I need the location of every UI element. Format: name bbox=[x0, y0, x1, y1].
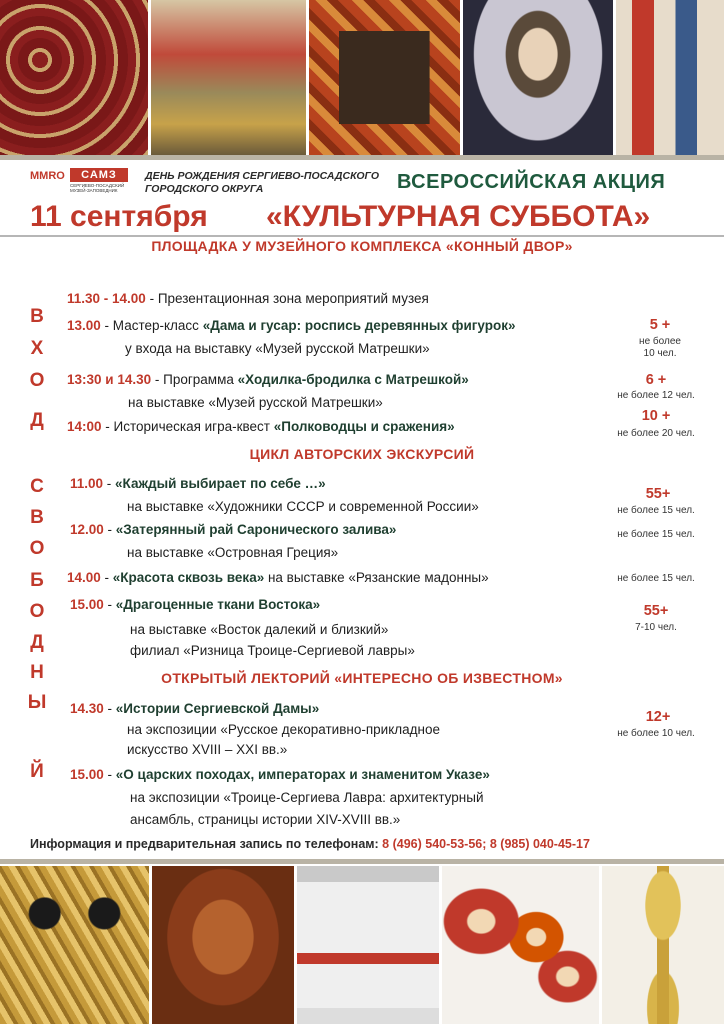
schedule-item bbox=[67, 372, 469, 387]
item-time: 15.00 bbox=[70, 767, 104, 782]
item-time: 13:30 и 14.30 bbox=[67, 372, 152, 387]
item-time: 11.00 bbox=[70, 476, 104, 491]
item-title: «Истории Сергиевской Дамы» bbox=[115, 701, 320, 716]
section-konny-dvor-title: ПЛОЩАДКА У МУЗЕЙНОГО КОМПЛЕКСА «КОННЫЙ ДВОР» bbox=[151, 238, 573, 254]
group-size: не более 20 чел. bbox=[617, 428, 695, 439]
group-size-line-2: 10 чел. bbox=[643, 348, 677, 359]
item-dash: - bbox=[103, 522, 116, 537]
item-time: 14.30 bbox=[70, 701, 104, 716]
age-limit: 10 + bbox=[641, 408, 671, 424]
item-dash: - bbox=[103, 701, 116, 716]
action-heading: ВСЕРОССИЙСКАЯ АКЦИЯ bbox=[397, 171, 666, 193]
item-time: 14:00 bbox=[67, 419, 102, 434]
item-dash: - bbox=[103, 767, 116, 782]
item-venue: на выставке «Художники СССР и современной России» bbox=[127, 499, 479, 514]
vertical-letter: С bbox=[30, 476, 44, 497]
museum-logo-text: MMRO bbox=[30, 170, 65, 182]
vertical-letter: О bbox=[29, 538, 45, 559]
vertical-letter: В bbox=[30, 306, 44, 327]
schedule-item bbox=[67, 419, 455, 434]
photo-empress-portrait bbox=[463, 0, 616, 155]
group-size: не более 12 чел. bbox=[617, 390, 695, 401]
item-title: «Драгоценные ткани Востока» bbox=[115, 597, 321, 612]
item-dash: - bbox=[103, 597, 116, 612]
bottom-photo-strip bbox=[0, 866, 724, 1024]
item-time: 15.00 bbox=[70, 597, 104, 612]
vertical-letter: О bbox=[29, 601, 45, 622]
vertical-letter: В bbox=[30, 507, 44, 528]
item-dash: - Историческая игра-квест bbox=[101, 419, 274, 434]
vertical-letter: Д bbox=[30, 410, 44, 431]
photo-wooden-toys bbox=[616, 0, 724, 155]
birthday-line-2: ГОРОДСКОГО ОКРУГА bbox=[145, 183, 264, 195]
group-size: не более 15 чел. bbox=[617, 505, 695, 516]
vertical-letter: Х bbox=[30, 338, 44, 359]
vertical-letter: Б bbox=[30, 570, 44, 591]
top-photo-strip bbox=[0, 0, 724, 155]
item-venue: на выставке «Рязанские мадонны» bbox=[264, 570, 489, 585]
item-dash: - bbox=[103, 476, 116, 491]
item-venue: у входа на выставку «Музей русской Матрешки» bbox=[125, 341, 430, 356]
schedule-item bbox=[67, 570, 489, 585]
item-text: Презентационная зона мероприятий музея bbox=[157, 291, 429, 306]
photo-embroidered-carpet bbox=[309, 0, 463, 155]
age-limit: 5 + bbox=[649, 317, 671, 333]
item-venue: на выставке «Восток далекий и близкий» bbox=[130, 622, 389, 637]
group-size: 7-10 чел. bbox=[635, 622, 677, 633]
item-dash: - bbox=[100, 570, 113, 585]
reserve-logo bbox=[70, 168, 128, 196]
schedule-item bbox=[70, 522, 396, 537]
item-title: «Красота сквозь века» bbox=[112, 570, 265, 585]
contact-phones[interactable]: 8 (496) 540-53-56; 8 (985) 040-45-17 bbox=[382, 837, 590, 851]
age-limit: 6 + bbox=[645, 372, 667, 388]
contact-label: Информация и предварительная запись по телефонам: bbox=[30, 837, 383, 851]
item-dash: - Мастер-класс bbox=[100, 318, 203, 333]
birthday-caption bbox=[145, 170, 395, 196]
schedule-item bbox=[70, 767, 490, 782]
vertical-letter: О bbox=[29, 370, 45, 391]
age-limit: 12+ bbox=[645, 709, 671, 725]
schedule-item bbox=[70, 597, 320, 612]
logos bbox=[30, 168, 128, 196]
group-size-line-1: не более bbox=[639, 336, 681, 347]
item-dash: - Программа bbox=[151, 372, 238, 387]
item-time: 14.00 bbox=[67, 570, 101, 585]
photo-ornament-fabric bbox=[0, 0, 151, 155]
item-title: «Ходилка-бродилка с Матрешкой» bbox=[237, 372, 469, 387]
item-title: «Затерянный рай Саронического залива» bbox=[115, 522, 397, 537]
group-size: не более 10 чел. bbox=[617, 728, 695, 739]
header-rule bbox=[0, 235, 724, 237]
schedule-item bbox=[67, 318, 516, 333]
item-time: 13.00 bbox=[67, 318, 101, 333]
section-lectures-title: ОТКРЫТЫЙ ЛЕКТОРИЙ «ИНТЕРЕСНО ОБ ИЗВЕСТНОМ» bbox=[161, 670, 563, 686]
event-title: «КУЛЬТУРНАЯ СУББОТА» bbox=[266, 200, 651, 233]
birthday-line-1: ДЕНЬ РОЖДЕНИЯ СЕРГИЕВО-ПОСАДСКОГО bbox=[145, 170, 380, 182]
group-size bbox=[625, 336, 695, 360]
age-limit: 55+ bbox=[645, 486, 671, 502]
event-date: 11 сентября bbox=[30, 200, 208, 233]
photo-carved-lion bbox=[152, 866, 297, 1024]
item-time: 12.00 bbox=[70, 522, 104, 537]
item-venue: на выставке «Музей русской Матрешки» bbox=[128, 395, 383, 410]
item-dash: - bbox=[145, 291, 158, 306]
section-excursions-title: ЦИКЛ АВТОРСКИХ ЭКСКУРСИЙ bbox=[249, 446, 475, 462]
vertical-letter: Д bbox=[30, 632, 44, 653]
item-venue-cont: искусство XVIII – XXI вв.» bbox=[127, 742, 288, 757]
photo-matryoshka-dolls bbox=[442, 866, 602, 1024]
group-size: не более 15 чел. bbox=[617, 529, 695, 540]
schedule-item bbox=[67, 291, 429, 306]
group-size: не более 15 чел. bbox=[617, 573, 695, 584]
item-venue: на экспозиции «Русское декоративно-прикладное bbox=[127, 722, 440, 737]
schedule-item bbox=[70, 476, 326, 491]
photo-golden-icon bbox=[0, 866, 152, 1024]
contact-info bbox=[30, 837, 590, 851]
bottom-divider bbox=[0, 859, 724, 864]
vertical-letter: Й bbox=[30, 761, 44, 782]
photo-monastery-painting bbox=[151, 0, 309, 155]
reserve-logo-subtitle: СЕРГИЕВО-ПОСАДСКИЙ МУЗЕЙ-ЗАПОВЕДНИК bbox=[70, 183, 125, 193]
reserve-logo-text: САМЗ bbox=[70, 168, 128, 182]
age-limit: 55+ bbox=[643, 603, 669, 619]
museum-logo bbox=[30, 168, 64, 194]
item-title: «Полководцы и сражения» bbox=[273, 419, 455, 434]
item-title: «Каждый выбирает по себе …» bbox=[115, 476, 326, 491]
item-title: «Дама и гусар: роспись деревянных фигурок» bbox=[202, 318, 516, 333]
photo-golden-chalice bbox=[602, 866, 724, 1024]
photo-folk-costume bbox=[297, 866, 442, 1024]
item-venue-cont: ансамбль, страницы истории XIV-XVIII вв.» bbox=[130, 812, 401, 827]
schedule-item bbox=[70, 701, 319, 716]
item-venue: на выставке «Островная Греция» bbox=[127, 545, 339, 560]
vertical-letter: Ы bbox=[27, 692, 47, 713]
item-title: «О царских походах, императорах и знаменитом Указе» bbox=[115, 767, 490, 782]
item-venue: на экспозиции «Троице-Сергиева Лавра: архитектурный bbox=[130, 790, 484, 805]
vertical-letter: Н bbox=[30, 662, 44, 683]
item-time: 11.30 - 14.00 bbox=[67, 291, 146, 306]
item-branch: филиал «Ризница Троице-Сергиевой лавры» bbox=[130, 643, 415, 658]
top-divider bbox=[0, 155, 724, 160]
